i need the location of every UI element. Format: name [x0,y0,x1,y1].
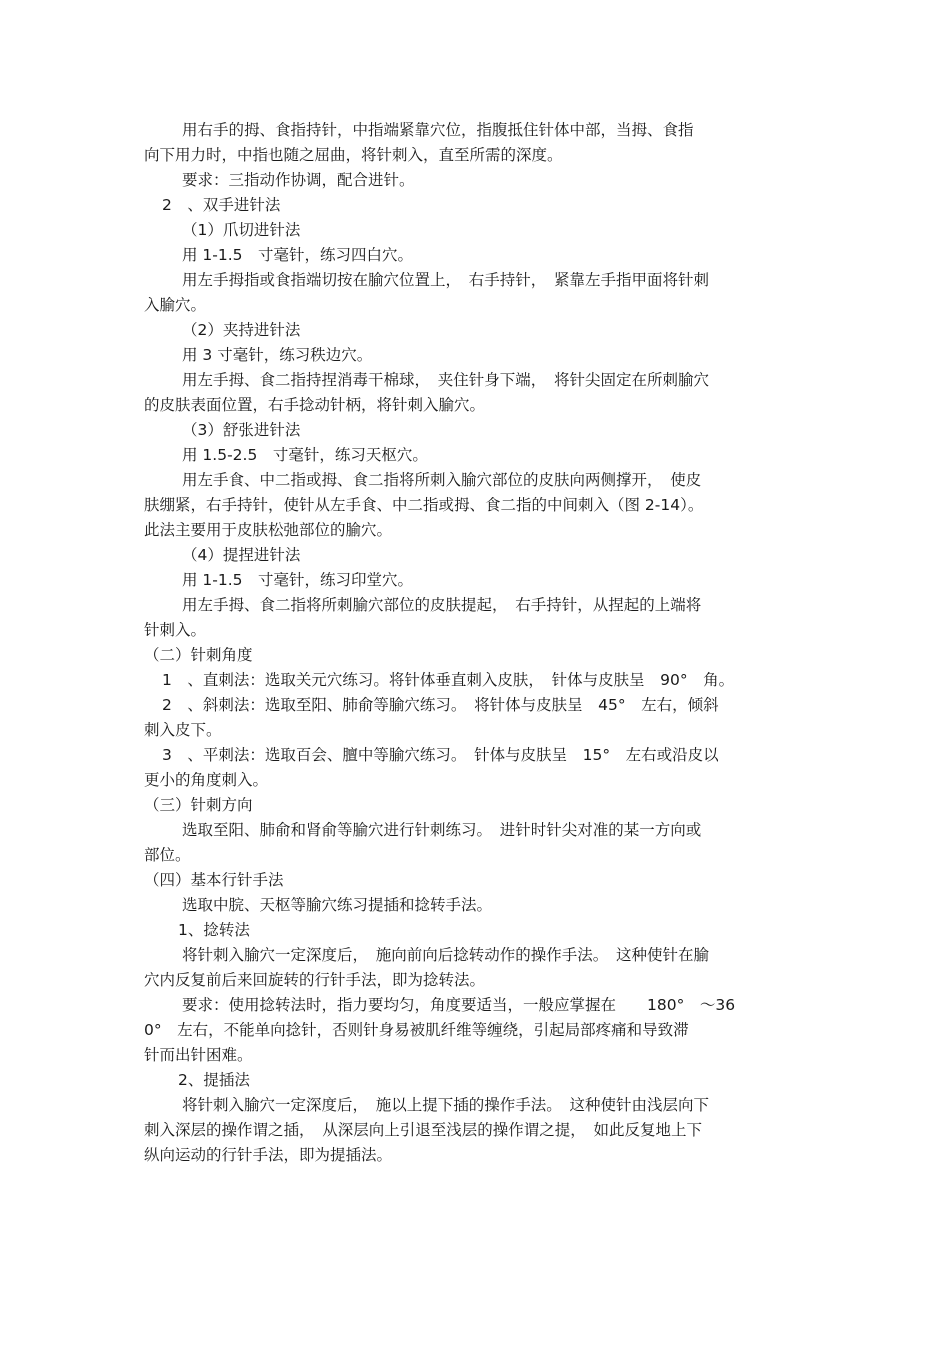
text-line: 用右手的拇、食指持针，中指端紧靠穴位，指腹抵住针体中部，当拇、食指 [182,121,694,139]
text-line: 部位。 [144,846,191,864]
text-line: 更小的角度刺入。 [144,771,269,789]
subsection-heading: （1）爪切进针法 [182,221,301,239]
text-line: 2 、斜刺法：选取至阳、肺俞等腧穴练习。 将针体与皮肤呈 45° 左右，倾斜 [162,696,719,714]
subsection-heading: 1、捻转法 [178,921,250,939]
text-line: 用 1-1.5 寸毫针，练习印堂穴。 [182,571,414,589]
text-line: 的皮肤表面位置，右手捻动针柄，将针刺入腧穴。 [144,396,486,414]
text-line: 纵向运动的行针手法，即为提插法。 [144,1146,393,1164]
text-line: 选取中脘、天枢等腧穴练习提插和捻转手法。 [182,896,493,914]
text-line: 3 、平刺法：选取百会、膻中等腧穴练习。 针体与皮肤呈 15° 左右或沿皮以 [162,746,719,764]
text-line: 用 1-1.5 寸毫针，练习四白穴。 [182,246,414,264]
text-line: 用左手拇、食二指将所刺腧穴部位的皮肤提起， 右手持针，从捏起的上端将 [182,596,702,614]
subsection-heading: （3）舒张进针法 [182,421,301,439]
subsection-heading: （4）提捏进针法 [182,546,301,564]
text-line: 用左手拇、食二指持捏消毒干棉球， 夹住针身下端， 将针尖固定在所刺腧穴 [182,371,710,389]
subsection-heading: 2、提插法 [178,1071,250,1089]
text-line: 要求：使用捻转法时，指力要均匀，角度要适当，一般应掌握在 180° ～36 [182,996,736,1014]
text-line: 用 3 寸毫针，练习秩边穴。 [182,346,373,364]
text-line: 选取至阳、肺俞和肾俞等腧穴进行针刺练习。 进针时针尖对准的某一方向或 [182,821,702,839]
subsection-heading: （2）夹持进针法 [182,321,301,339]
text-line: 1 、直刺法：选取关元穴练习。将针体垂直刺入皮肤， 针体与皮肤呈 90° 角。 [162,671,735,689]
text-line: 肤绷紧，右手持针，使针从左手食、中二指或拇、食二指的中间刺入（图 2-14）。 [144,496,704,514]
text-line: 用左手食、中二指或拇、食二指将所刺入腧穴部位的皮肤向两侧撑开， 使皮 [182,471,702,489]
text-line: 用 1.5-2.5 寸毫针，练习天枢穴。 [182,446,428,464]
text-line: 针刺入。 [144,621,207,639]
text-line: 针而出针困难。 [144,1046,253,1064]
text-line: 0° 左右，不能单向捻针，否则针身易被肌纤维等缠绕，引起局部疼痛和导致滞 [144,1021,689,1039]
text-line: 向下用力时，中指也随之屈曲，将针刺入，直至所需的深度。 [144,146,563,164]
section-heading: （二）针刺角度 [144,646,253,664]
text-line: 刺入深层的操作谓之插， 从深层向上引退至浅层的操作谓之提， 如此反复地上下 [144,1121,703,1139]
text-line: 穴内反复前后来回旋转的行针手法，即为捻转法。 [144,971,486,989]
section-heading: 2 、双手进针法 [162,196,281,214]
text-line: 用左手拇指或食指端切按在腧穴位置上， 右手持针， 紧靠左手指甲面将针刺 [182,271,710,289]
text-line: 要求：三指动作协调，配合进针。 [182,171,415,189]
section-heading: （四）基本行针手法 [144,871,284,889]
section-heading: （三）针刺方向 [144,796,253,814]
text-line: 将针刺入腧穴一定深度后， 施向前向后捻转动作的操作手法。 这种使针在腧 [182,946,710,964]
text-line: 将针刺入腧穴一定深度后， 施以上提下插的操作手法。 这种使针由浅层向下 [182,1096,710,1114]
text-line: 入腧穴。 [144,296,207,314]
text-line: 此法主要用于皮肤松弛部位的腧穴。 [144,521,393,539]
text-line: 刺入皮下。 [144,721,222,739]
